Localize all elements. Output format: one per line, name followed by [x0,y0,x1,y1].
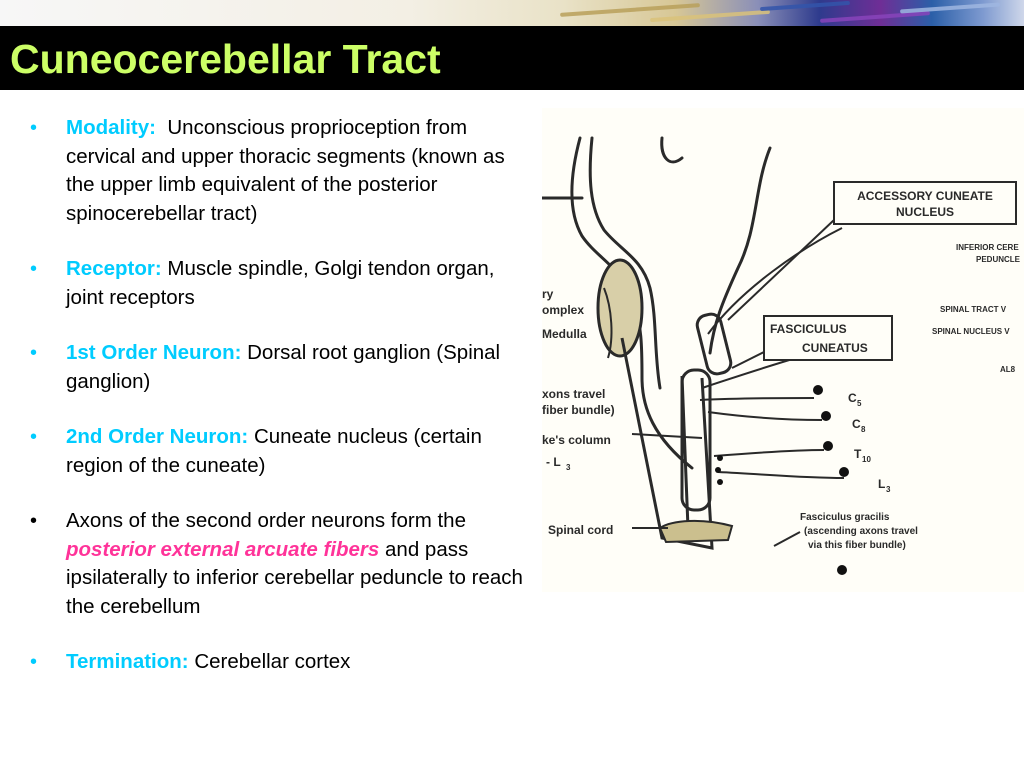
label-al8: AL8 [1000,365,1016,374]
dorsal-dot-3 [717,479,723,485]
ganglion-gracilis [837,565,847,575]
label-l3: L [878,477,886,491]
bullet-label: Receptor: [66,257,162,280]
slide-title: Cuneocerebellar Tract [10,36,441,82]
ganglion-c5 [813,385,823,395]
label-cuneatus: CUNEATUS [802,341,868,355]
bullet-list [30,114,530,704]
olive-body [598,260,642,356]
label-peduncle: PEDUNCLE [976,255,1021,264]
bullet-text: Unconscious proprioception from cervical and upper thoracic segments (known as the upper limb equivalent of the posterior spinocerebellar tract) [66,116,505,225]
bullet-emphasis: posterior external arcuate fibers [66,537,380,561]
label-omplex: omplex [542,303,585,317]
dorsal-dot-1 [717,455,723,461]
bullet-label: Modality: [66,116,156,139]
bullet-modality [30,114,530,228]
bullet-label: 2nd Order Neuron: [66,425,249,448]
bullet-marker: • [30,117,38,139]
label-fiber-bundle: fiber bundle) [542,403,615,417]
label-gracilis-1: Fasciculus gracilis [800,512,890,523]
bullet-axons [30,507,530,621]
bullet-text-after: and pass ipsilaterally to inferior cerebellar peduncle to reach the cerebellum [66,537,523,618]
bullet-text: Cerebellar cortex [194,650,351,673]
bullet-marker: • [30,342,38,364]
label-l3-left: - L [546,455,561,469]
label-axons-travel: xons travel [542,387,606,401]
label-l3-left-sub: 3 [566,463,571,472]
label-medulla: Medulla [542,327,587,341]
label-c8: C [852,417,861,431]
label-kes-column: ke's column [542,433,611,447]
bullet-label: 1st Order Neuron: [66,341,242,364]
olive-region [598,260,642,358]
label-c8-sub: 8 [861,425,866,434]
dorsal-dot-2 [715,467,721,473]
cuneocerebellar-diagram [542,108,1024,592]
label-l3-sub: 3 [886,485,891,494]
bullet-marker: • [30,426,38,448]
label-gracilis-2: (ascending axons travel [804,526,918,537]
label-t10-sub: 10 [862,455,871,464]
label-spinal-cord: Spinal cord [548,523,614,537]
bullet-marker: • [30,258,38,280]
bullet-marker: • [30,510,38,532]
label-c5: C [848,391,857,405]
label-spinal-tract-v: SPINAL TRACT V [940,305,1007,314]
bullet-text-before: Axons of the second order neurons form the [66,509,466,532]
bullet-text: Cuneate nucleus (certain region of the cuneate) [66,425,482,477]
bullet-second-order-neuron [30,423,530,480]
label-gracilis-3: via this fiber bundle) [808,540,906,551]
bullet-text: Muscle spindle, Golgi tendon organ, joint receptors [66,257,495,309]
bullet-termination [30,648,530,677]
label-inferior-cere: INFERIOR CERE [956,243,1019,252]
ganglion-t10 [823,441,833,451]
label-spinal-nucleus-v: SPINAL NUCLEUS V [932,327,1010,336]
bullet-label: Termination: [66,650,189,673]
ganglion-l3 [839,467,849,477]
label-fasciculus: FASCICULUS [770,322,847,336]
title-bar [0,26,1024,90]
bullet-text: Dorsal root ganglion (Spinal ganglion) [66,341,501,393]
label-accessory-cuneate-2: NUCLEUS [895,205,955,219]
spinal-cord-base-fill [660,521,732,542]
label-c5-sub: 5 [857,399,862,408]
diagram-figure [542,108,1024,592]
label-ry: ry [542,287,554,301]
bullet-receptor [30,255,530,312]
ganglion-c8 [821,411,831,421]
decorative-header-strip [0,0,1024,26]
bullet-marker: • [30,651,38,673]
bullet-first-order-neuron [30,339,530,396]
label-t10: T [854,447,862,461]
label-accessory-cuneate-1: ACCESSORY CUNEATE [857,189,993,203]
